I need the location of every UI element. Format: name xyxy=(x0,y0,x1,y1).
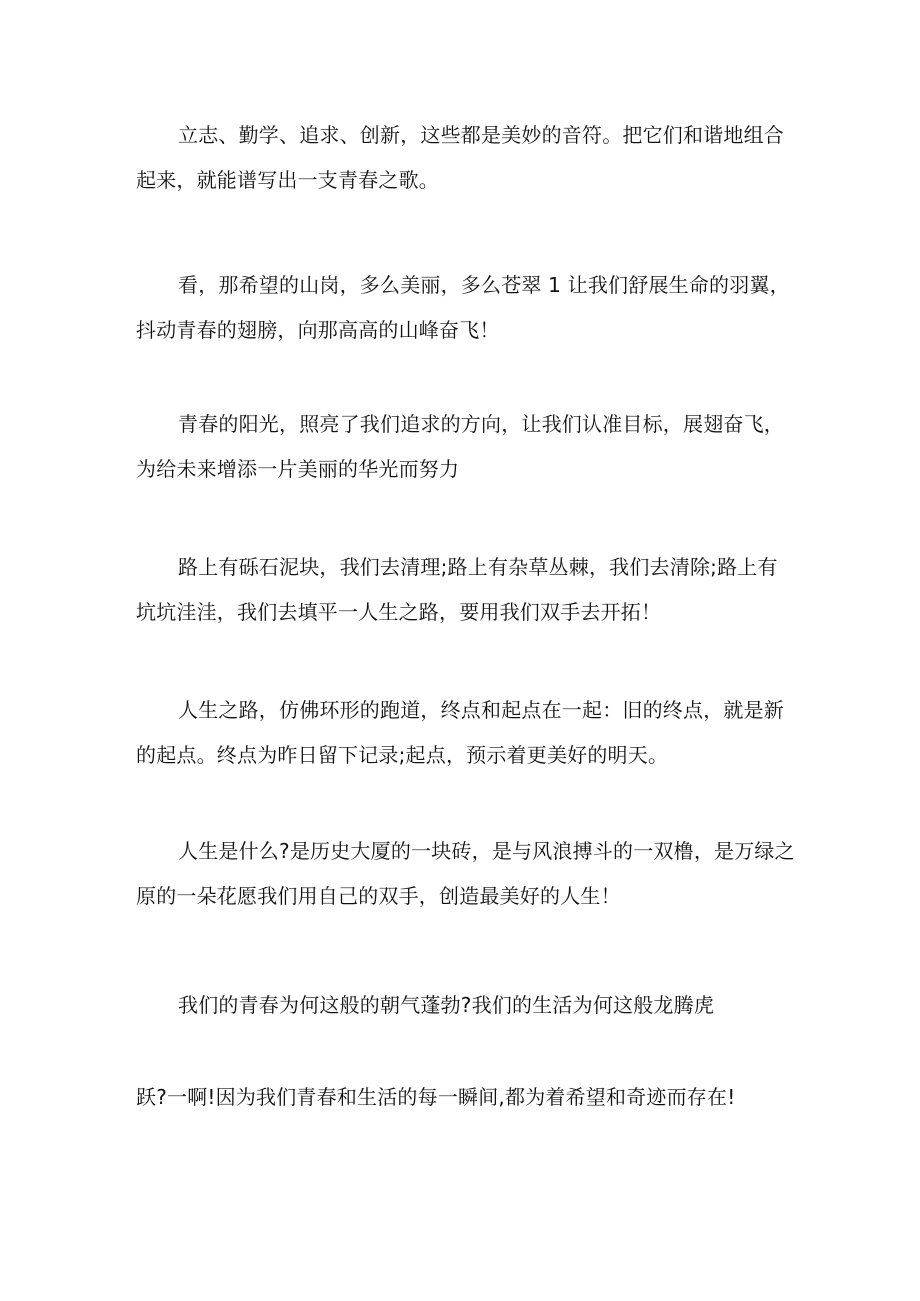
paragraph-1: 立志、勤学、追求、创新，这些都是美妙的音符。把它们和谐地组合起来，就能谱写出一支青春之歌。 xyxy=(136,123,784,192)
paragraph-4: 路上有砾石泥块，我们去清理;路上有杂草丛棘，我们去清除;路上有坑坑洼洼，我们去填平一人生之路，要用我们双手去开拓！ xyxy=(136,555,778,624)
paragraph-8: 跃?一啊!因为我们青春和生活的每一瞬间,都为着希望和奇迹而存在! xyxy=(136,1085,736,1109)
paragraph-2: 看，那希望的山岗，多么美丽，多么苍翠 1 让我们舒展生命的羽翼，抖动青春的翅膀，向那高高的山峰奋飞！ xyxy=(136,273,790,342)
paragraph-6: 人生是什么?是历史大厦的一块砖，是与风浪搏斗的一双橹，是万绿之原的一朵花愿我们用自己的双手，创造最美好的人生！ xyxy=(136,839,795,908)
paragraph-7: 我们的青春为何这般的朝气蓬勃?我们的生活为何这般龙腾虎 xyxy=(178,993,715,1017)
paragraph-3: 青春的阳光，照亮了我们追求的方向，让我们认准目标，展翅奋飞，为给未来增添一片美丽的华光而努力 xyxy=(136,412,784,481)
paragraph-5: 人生之路，仿佛环形的跑道，终点和起点在一起：旧的终点，就是新的起点。终点为昨日留下记录;起点，预示着更美好的明天。 xyxy=(136,698,784,767)
